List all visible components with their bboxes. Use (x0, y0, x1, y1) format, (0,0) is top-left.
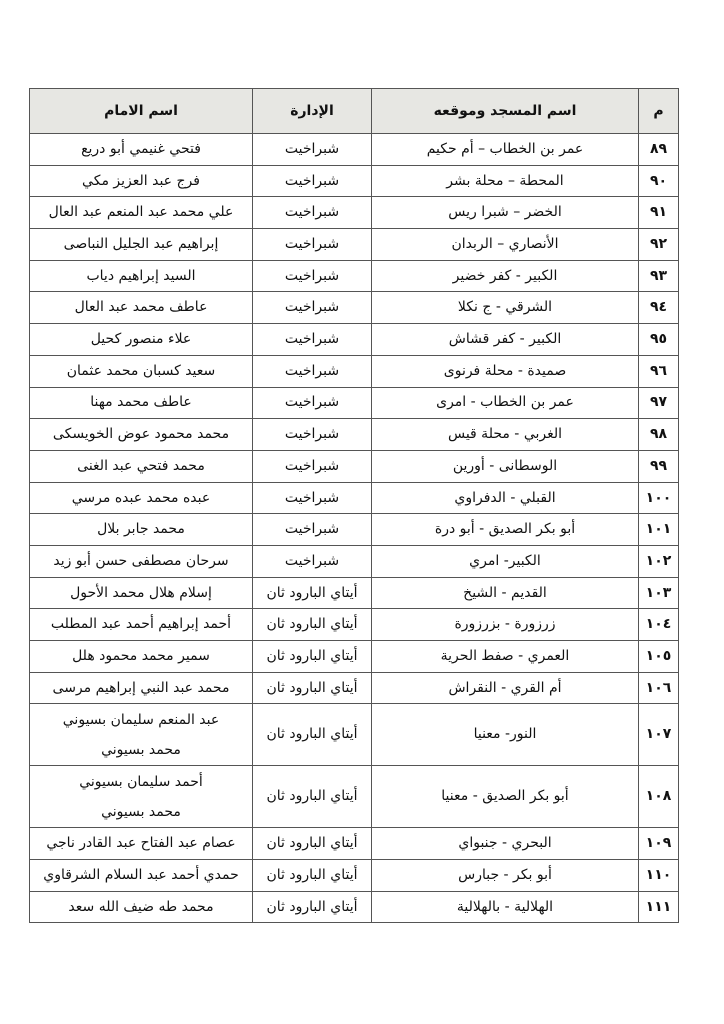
imam-name-cell: فتحي غنيمي أبو دريع (30, 134, 253, 166)
table-row (30, 766, 679, 828)
administration-cell: شبراخيت (253, 165, 372, 197)
row-number: ٩٦ (639, 355, 679, 387)
imam-name-cell: السيد إبراهيم دياب (30, 260, 253, 292)
mosque-name-cell: الوسطانى - أورين (372, 450, 639, 482)
table-row (30, 229, 679, 261)
mosque-name-cell: أبو بكر الصديق - أبو درة (372, 514, 639, 546)
table-row (30, 355, 679, 387)
imam-name-cell: عاطف محمد مهنا (30, 387, 253, 419)
administration-cell: شبراخيت (253, 545, 372, 577)
administration-cell: أيتاي البارود ثان (253, 641, 372, 673)
imam-name-line: محمد بسيوني (101, 741, 181, 758)
row-number: ١١١ (639, 891, 679, 923)
mosque-name-cell: الهلالية - بالهلالية (372, 891, 639, 923)
imam-name-cell (30, 766, 253, 828)
mosque-name-cell: البحري - جنبواي (372, 828, 639, 860)
row-number: ٩١ (639, 197, 679, 229)
table-row (30, 609, 679, 641)
table-row (30, 641, 679, 673)
mosque-name-cell: أبو بكر الصديق - معنيا (372, 766, 639, 828)
imam-name-cell: عاطف محمد عبد العال (30, 292, 253, 324)
table-body (30, 134, 679, 923)
administration-cell: شبراخيت (253, 387, 372, 419)
administration-cell: شبراخيت (253, 260, 372, 292)
imam-name-line: عبد المنعم سليمان بسيوني (62, 711, 220, 728)
header-number: م (639, 89, 679, 134)
row-number: ٩٤ (639, 292, 679, 324)
table-row (30, 324, 679, 356)
administration-cell: أيتاي البارود ثان (253, 891, 372, 923)
table-row (30, 165, 679, 197)
table-header-row (30, 89, 679, 134)
administration-cell: شبراخيت (253, 482, 372, 514)
imam-name-cell: محمد فتحي عبد الغنى (30, 450, 253, 482)
mosque-name-cell: صميدة - محلة فرنوى (372, 355, 639, 387)
imam-name-cell: إسلام هلال محمد الأحول (30, 577, 253, 609)
mosque-name-cell: الغربي - محلة قيس (372, 419, 639, 451)
row-number: ٩٣ (639, 260, 679, 292)
administration-cell: شبراخيت (253, 419, 372, 451)
imam-name-cell: أحمد إبراهيم أحمد عبد المطلب (30, 609, 253, 641)
imam-name-cell: محمد طه ضيف الله سعد (30, 891, 253, 923)
imam-name-cell: حمدي أحمد عبد السلام الشرقاوي (30, 860, 253, 892)
table-row (30, 704, 679, 766)
administration-cell: أيتاي البارود ثان (253, 704, 372, 766)
header-administration: الإدارة (253, 89, 372, 134)
row-number: ١٠٩ (639, 828, 679, 860)
mosque-name-cell: عمر بن الخطاب - امرى (372, 387, 639, 419)
header-mosque-name: اسم المسجد وموقعه (372, 89, 639, 134)
row-number: ١٠٣ (639, 577, 679, 609)
row-number: ١٠٨ (639, 766, 679, 828)
imam-name-cell: سعيد كسبان محمد عثمان (30, 355, 253, 387)
mosque-name-cell: الشرقي - ج نكلا (372, 292, 639, 324)
imam-name-cell (30, 704, 253, 766)
row-number: ١٠٥ (639, 641, 679, 673)
table-row (30, 292, 679, 324)
mosque-name-cell: الكبير - كفر خضير (372, 260, 639, 292)
row-number: ٩٧ (639, 387, 679, 419)
imam-name-line: محمد بسيوني (101, 803, 181, 820)
administration-cell: شبراخيت (253, 197, 372, 229)
table-row (30, 514, 679, 546)
header-imam-name: اسم الامام (30, 89, 253, 134)
imam-name-line: أحمد سليمان بسيوني (79, 773, 203, 790)
imam-name-cell: عصام عبد الفتاح عبد القادر ناجي (30, 828, 253, 860)
mosque-name-cell: العمري - صفط الحرية (372, 641, 639, 673)
table-row (30, 577, 679, 609)
imam-name-cell: محمد عبد النبي إبراهيم مرسى (30, 672, 253, 704)
row-number: ٩٨ (639, 419, 679, 451)
row-number: ١٠٢ (639, 545, 679, 577)
administration-cell: شبراخيت (253, 324, 372, 356)
table-row (30, 197, 679, 229)
imam-name-cell: محمد جابر بلال (30, 514, 253, 546)
administration-cell: شبراخيت (253, 229, 372, 261)
imam-name-cell: فرج عبد العزيز مكي (30, 165, 253, 197)
imam-name-cell: علي محمد عبد المنعم عبد العال (30, 197, 253, 229)
mosque-name-cell: الخضر – شبرا ريس (372, 197, 639, 229)
row-number: ٨٩ (639, 134, 679, 166)
table-row (30, 672, 679, 704)
imam-name-cell: علاء منصور كحيل (30, 324, 253, 356)
administration-cell: شبراخيت (253, 355, 372, 387)
mosque-name-cell: أم القري - النقراش (372, 672, 639, 704)
mosque-name-cell: الأنصاري – الربدان (372, 229, 639, 261)
mosque-name-cell: الكبير- امري (372, 545, 639, 577)
row-number: ٩٩ (639, 450, 679, 482)
administration-cell: شبراخيت (253, 514, 372, 546)
mosque-name-cell: الكبير - كفر قشاش (372, 324, 639, 356)
mosque-name-cell: القديم - الشيخ (372, 577, 639, 609)
row-number: ١٠٦ (639, 672, 679, 704)
mosque-name-cell: المحطة – محلة بشر (372, 165, 639, 197)
mosque-name-cell: زرزورة - بزرزورة (372, 609, 639, 641)
table-row (30, 545, 679, 577)
imam-name-cell: سمير محمد محمود هلل (30, 641, 253, 673)
table-row (30, 891, 679, 923)
row-number: ٩٢ (639, 229, 679, 261)
row-number: ٩٠ (639, 165, 679, 197)
imam-name-cell: محمد محمود عوض الخويسكى (30, 419, 253, 451)
row-number: ٩٥ (639, 324, 679, 356)
administration-cell: أيتاي البارود ثان (253, 577, 372, 609)
imam-name-cell: إبراهيم عبد الجليل النباصى (30, 229, 253, 261)
mosque-name-cell: أبو بكر - جبارس (372, 860, 639, 892)
table-row (30, 450, 679, 482)
row-number: ١١٠ (639, 860, 679, 892)
table-row (30, 482, 679, 514)
administration-cell: أيتاي البارود ثان (253, 672, 372, 704)
imam-name-cell: سرحان مصطفى حسن أبو زيد (30, 545, 253, 577)
table-row (30, 860, 679, 892)
table-row (30, 260, 679, 292)
row-number: ١٠٤ (639, 609, 679, 641)
administration-cell: شبراخيت (253, 292, 372, 324)
administration-cell: أيتاي البارود ثان (253, 609, 372, 641)
row-number: ١٠٠ (639, 482, 679, 514)
table-row (30, 387, 679, 419)
row-number: ١٠١ (639, 514, 679, 546)
row-number: ١٠٧ (639, 704, 679, 766)
administration-cell: أيتاي البارود ثان (253, 766, 372, 828)
table-row (30, 134, 679, 166)
administration-cell: شبراخيت (253, 450, 372, 482)
administration-cell: أيتاي البارود ثان (253, 828, 372, 860)
mosque-name-cell: النور- معنيا (372, 704, 639, 766)
table-row (30, 828, 679, 860)
imam-name-cell: عبده محمد عبده مرسي (30, 482, 253, 514)
mosque-name-cell: عمر بن الخطاب – أم حكيم (372, 134, 639, 166)
mosque-name-cell: القبلي - الدفراوي (372, 482, 639, 514)
administration-cell: أيتاي البارود ثان (253, 860, 372, 892)
administration-cell: شبراخيت (253, 134, 372, 166)
table-row (30, 419, 679, 451)
mosques-table (29, 88, 679, 923)
